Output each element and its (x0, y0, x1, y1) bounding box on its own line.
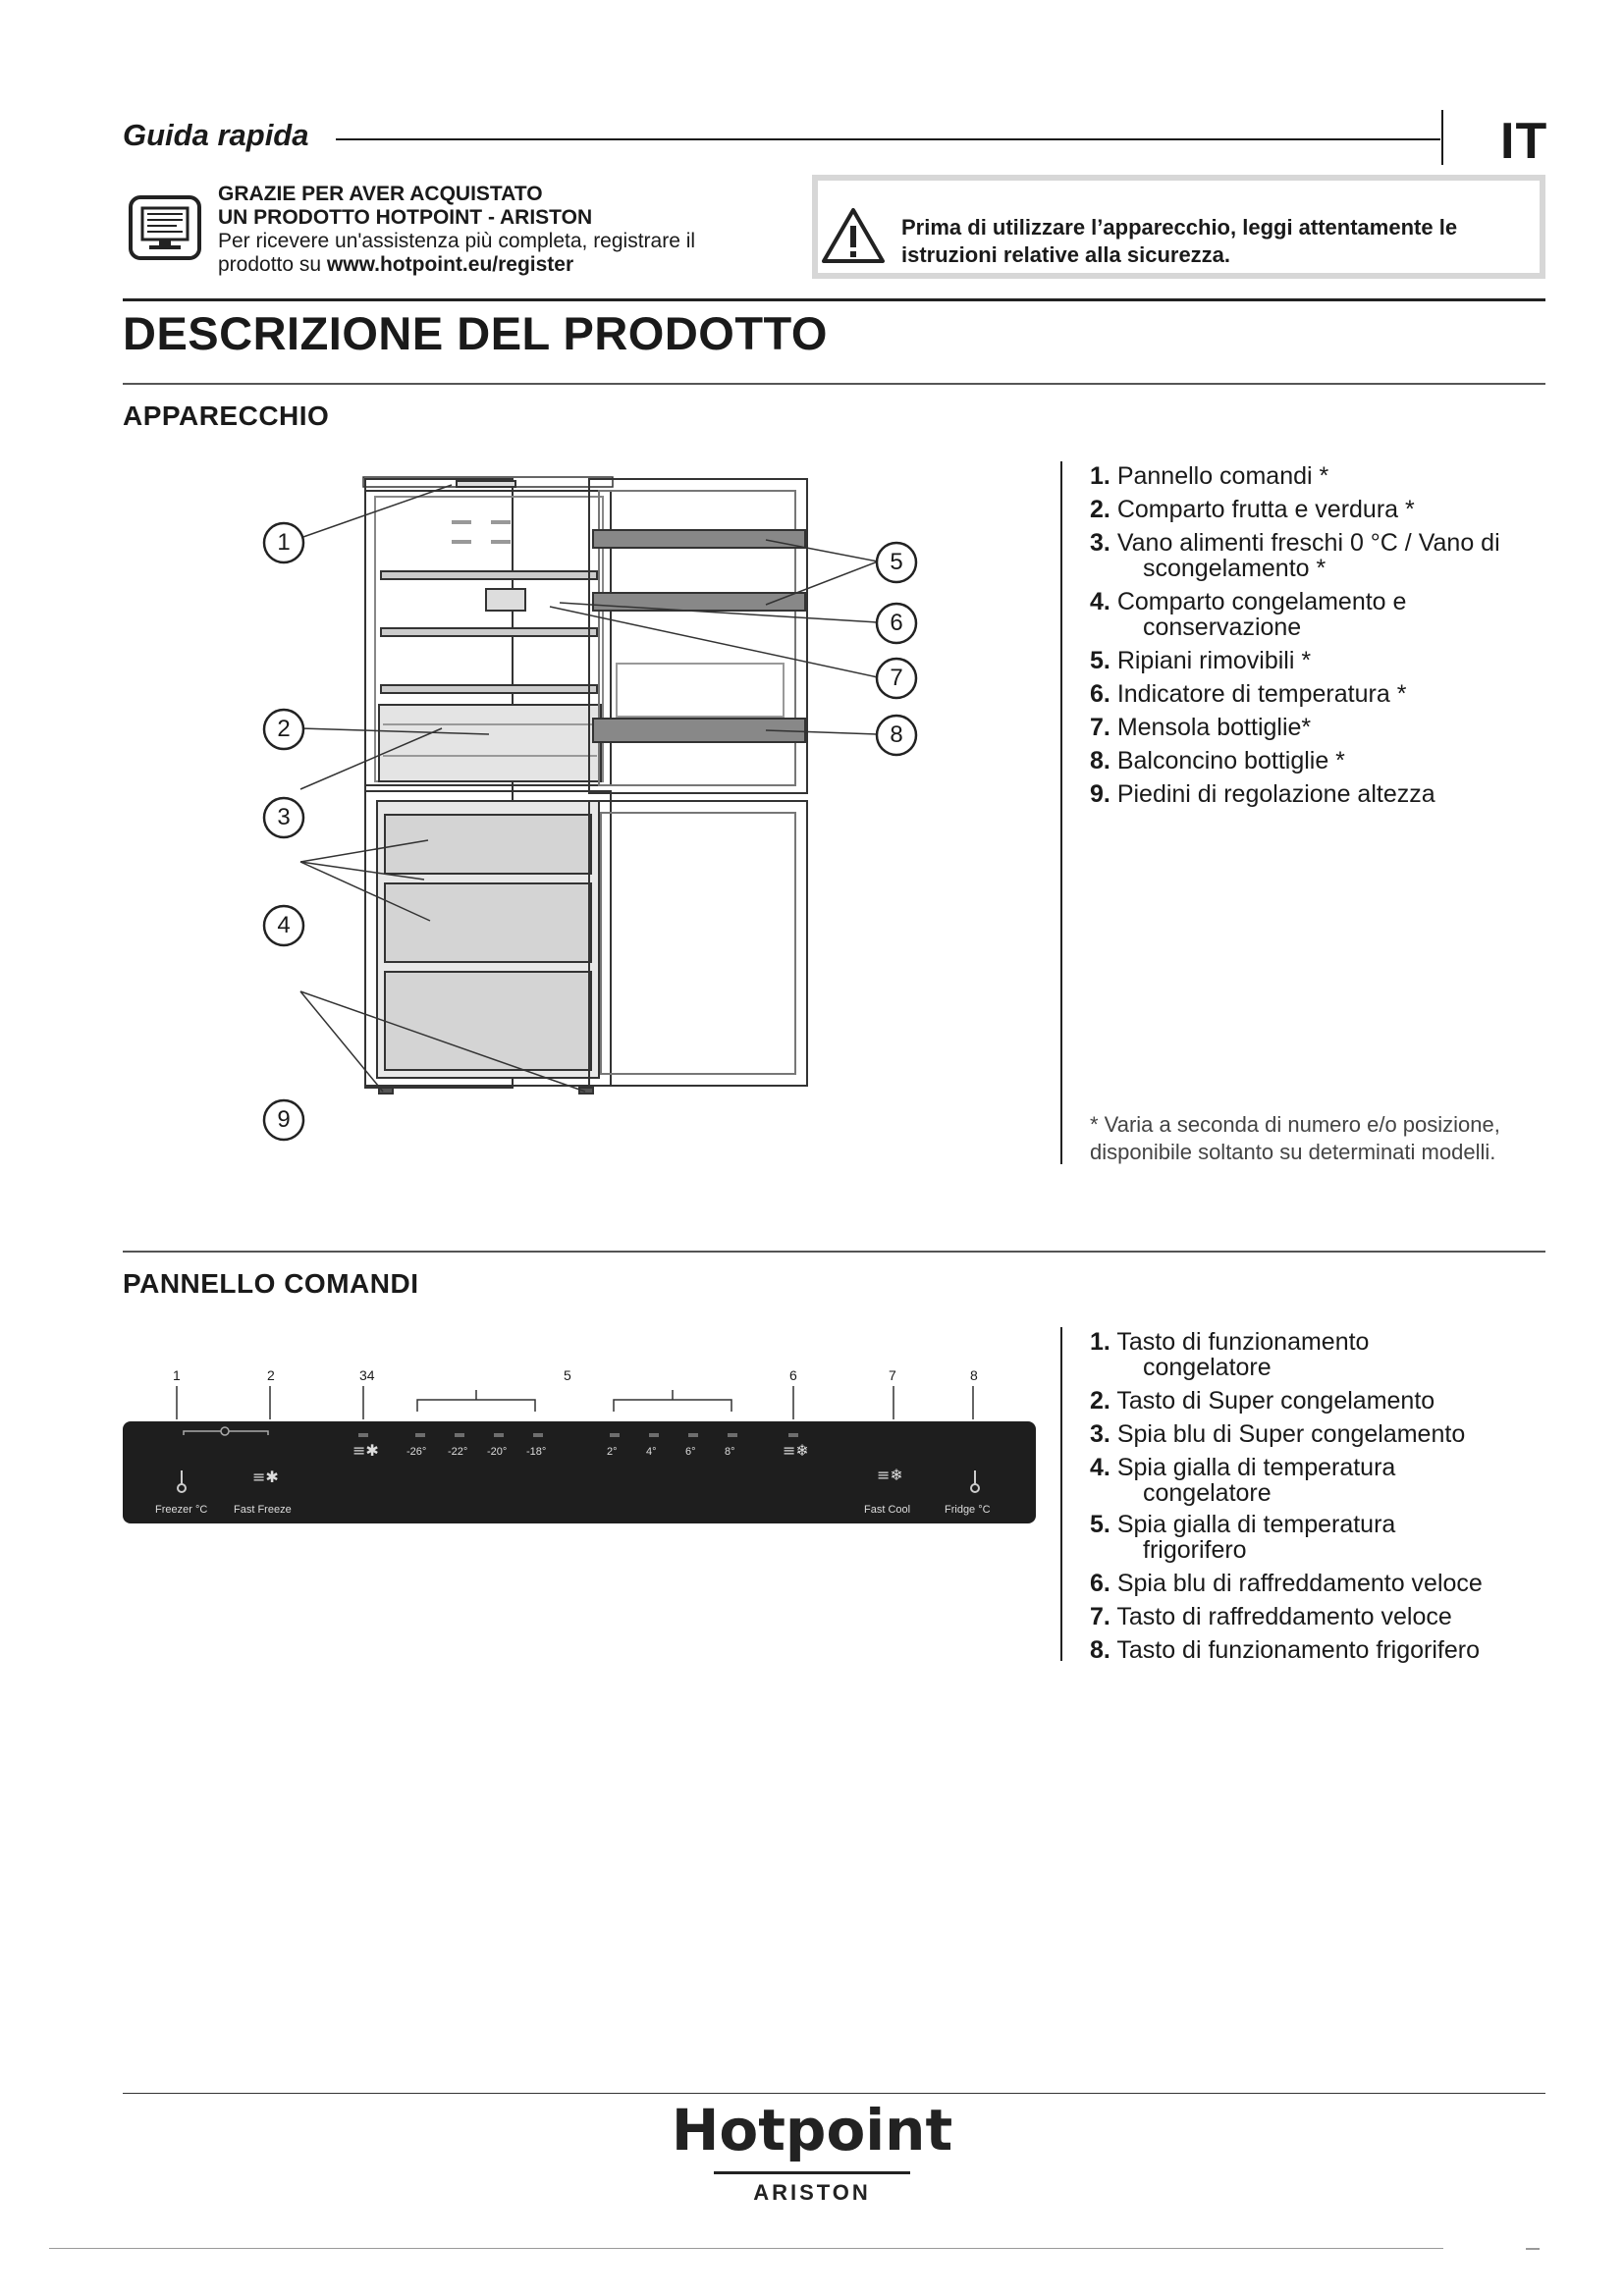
control-panel-heading: PANNELLO COMANDI (123, 1268, 419, 1299)
callout-2: 2 (261, 707, 306, 757)
panel-leader-lines (123, 1384, 1036, 1423)
registration-line-3: Per ricevere un'assistenza più completa, registrare il (218, 230, 696, 252)
panel-legend-item-6: 6. Spia blu di raffreddamento veloce (1090, 1570, 1483, 1597)
panel-section-rule (123, 1251, 1545, 1253)
page-dash (1526, 2248, 1540, 2250)
registration-text (218, 183, 748, 277)
registration-line-2: UN PRODOTTO HOTPOINT - ARISTON (218, 206, 593, 229)
fridge-temp-3: 6° (685, 1446, 696, 1458)
legend-item-8: 8. Balconcino bottiglie * (1090, 747, 1345, 774)
brand-sub: ARISTON (753, 2180, 871, 2205)
page-bottom-rule (49, 2248, 1443, 2249)
availability-note (1090, 1111, 1561, 1166)
fast-cool-button[interactable]: Fast Cool (864, 1504, 911, 1516)
panel-callout-5: 5 (564, 1367, 571, 1383)
callout-5: 5 (874, 540, 919, 590)
panel-callout-8: 8 (970, 1367, 978, 1383)
safety-warning-text (901, 214, 1530, 269)
legend-item-1: 1. Pannello comandi * (1090, 462, 1329, 490)
header-rule (336, 138, 1440, 140)
panel-callout-2: 2 (267, 1367, 275, 1383)
language-code: IT (1500, 113, 1548, 170)
callout-1: 1 (261, 520, 306, 570)
panel-callout-34: 34 (359, 1367, 375, 1383)
panel-callout-7: 7 (889, 1367, 896, 1383)
brand-logo (628, 2097, 996, 2206)
registration-line-4 (218, 253, 748, 277)
register-link[interactable]: www.hotpoint.eu/register (326, 253, 574, 276)
panel-legend-item-8: 8. Tasto di funzionamento frigorifero (1090, 1636, 1481, 1664)
callout-4: 4 (261, 903, 306, 953)
panel-legend-item-5: 5. Spia gialla di temperatura (1090, 1511, 1396, 1538)
panel-legend-item-2: 2. Tasto di Super congelamento (1090, 1387, 1435, 1415)
panel-legend-item-7: 7. Tasto di raffreddamento veloce (1090, 1603, 1452, 1630)
note-line-1: * Varia a seconda di numero e/o posizione, (1090, 1112, 1500, 1137)
legend-item-7: 7. Mensola bottiglie* (1090, 714, 1312, 741)
control-panel-legend (1090, 1325, 1551, 1669)
freezer-temp-4: -18° (526, 1446, 547, 1458)
svg-text:≡❄: ≡❄ (877, 1466, 903, 1484)
legend-item-3: 3. Vano alimenti freschi 0 °C / Vano di (1090, 529, 1500, 557)
panel-legend-item-1-cont: congelatore (1143, 1354, 1272, 1381)
callout-3: 3 (261, 795, 306, 845)
panel-legend-item-5-cont: frigorifero (1143, 1536, 1247, 1564)
legend-item-9: 9. Piedini di regolazione altezza (1090, 780, 1435, 808)
svg-text:≡❄: ≡❄ (783, 1441, 809, 1460)
panel-legend-item-3: 3. Spia blu di Super congelamento (1090, 1420, 1466, 1448)
legend-item-4: 4. Comparto congelamento e (1090, 588, 1407, 615)
appliance-heading: APPARECCHIO (123, 400, 330, 431)
panel-callout-1: 1 (173, 1367, 181, 1383)
callout-7: 7 (874, 656, 919, 706)
title-rule-top (123, 298, 1545, 301)
panel-legend-item-4: 4. Spia gialla di temperatura (1090, 1454, 1396, 1481)
warning-triangle-icon (821, 206, 886, 265)
callout-9: 9 (261, 1097, 306, 1148)
page-title: DESCRIZIONE DEL PRODOTTO (123, 307, 828, 359)
warning-line-1: Prima di utilizzare l’apparecchio, leggi attentamente le (901, 215, 1458, 240)
appliance-legend (1090, 459, 1551, 813)
panel-legend-item-4-cont: congelatore (1143, 1479, 1272, 1507)
footer-rule (123, 2093, 1545, 2094)
appliance-legend-bar (1060, 461, 1062, 1164)
warning-line-2: istruzioni relative alla sicurezza. (901, 242, 1231, 267)
registration-line-1: GRAZIE PER AVER ACQUISTATO (218, 183, 543, 205)
legend-item-5: 5. Ripiani rimovibili * (1090, 647, 1312, 674)
legend-item-3-cont: scongelamento * (1143, 555, 1326, 582)
header-tick (1441, 110, 1443, 165)
monitor-icon (128, 194, 202, 265)
legend-item-6: 6. Indicatore di temperatura * (1090, 680, 1407, 708)
freezer-temp-1: -26° (406, 1446, 427, 1458)
fast-freeze-button[interactable]: Fast Freeze (234, 1504, 292, 1516)
fridge-temp-1: 2° (607, 1446, 618, 1458)
note-line-2: disponibile soltanto su determinati modelli. (1090, 1140, 1496, 1164)
callout-8: 8 (874, 713, 919, 763)
svg-text:≡✱: ≡✱ (352, 1441, 379, 1460)
fridge-button[interactable]: Fridge °C (945, 1504, 991, 1516)
panel-callout-6: 6 (789, 1367, 797, 1383)
legend-item-4-cont: conservazione (1143, 614, 1302, 641)
panel-legend-item-1: 1. Tasto di funzionamento (1090, 1328, 1370, 1356)
registration-prefix: prodotto su (218, 253, 327, 276)
panel-legend-bar (1060, 1327, 1062, 1661)
fridge-temp-4: 8° (725, 1446, 735, 1458)
fridge-temp-2: 4° (646, 1446, 657, 1458)
guide-title: Guida rapida (123, 118, 309, 152)
legend-item-2: 2. Comparto frutta e verdura * (1090, 496, 1415, 523)
freezer-button[interactable]: Freezer °C (155, 1504, 208, 1516)
fridge-diagram (255, 461, 943, 1168)
brand-divider (714, 2171, 910, 2174)
callout-6: 6 (874, 601, 919, 651)
title-rule-bottom (123, 383, 1545, 385)
freezer-temp-2: -22° (448, 1446, 468, 1458)
svg-text:≡✱: ≡✱ (252, 1468, 279, 1486)
freezer-temp-3: -20° (487, 1446, 508, 1458)
brand-name: Hotpoint (671, 2097, 953, 2163)
